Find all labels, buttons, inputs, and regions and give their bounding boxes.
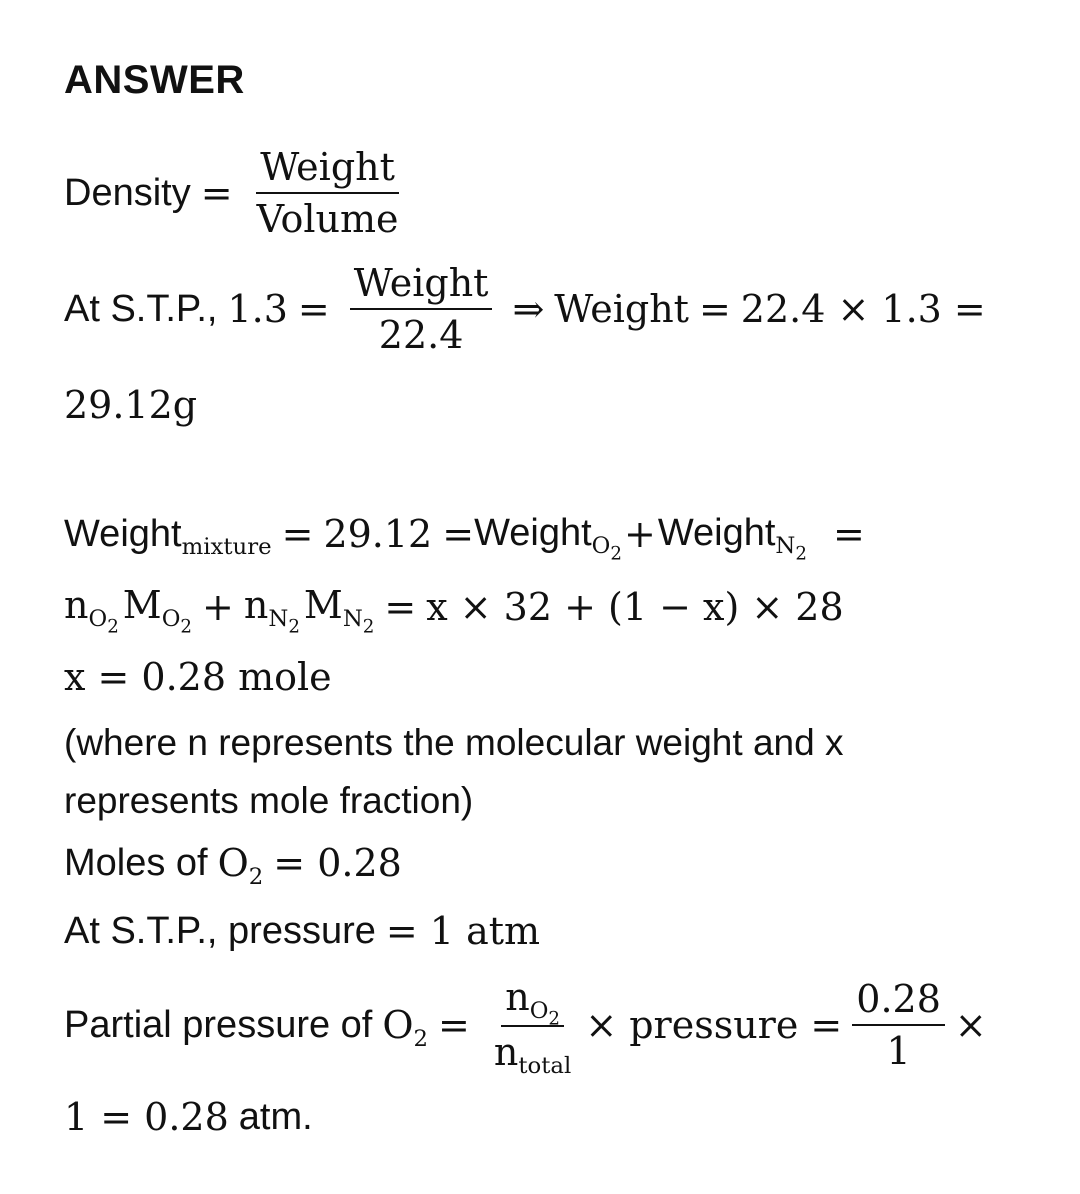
plus-sign: + bbox=[202, 584, 234, 629]
mole-fraction bbox=[490, 975, 575, 1080]
plus-sign: + bbox=[623, 512, 656, 557]
m-o2-term: $M_{O_2}$ bbox=[122, 583, 193, 638]
moles-o2-line bbox=[64, 841, 402, 890]
weight-mixture: Weight$_{mixture}$ bbox=[64, 513, 272, 561]
moles-label: Moles of bbox=[64, 842, 208, 884]
numeric-denominator: 1 bbox=[886, 1028, 911, 1073]
o2-species: $O_2$ bbox=[382, 1002, 429, 1052]
mole-fraction-denominator: $n_{total}$ bbox=[493, 1030, 572, 1080]
stp-rhs-word: Weight bbox=[554, 287, 689, 331]
implies-symbol: ⇒ bbox=[512, 287, 545, 331]
equals-sign: = bbox=[297, 287, 330, 331]
o2-species: $O_2$ bbox=[217, 841, 264, 890]
pressure-line bbox=[64, 909, 541, 953]
final-expression: 1 = 0.28 bbox=[64, 1095, 229, 1139]
answer-heading: ANSWER bbox=[64, 58, 245, 102]
partial-pressure-line bbox=[64, 975, 987, 1080]
numeric-fraction bbox=[852, 976, 945, 1073]
x-value-line: x = 0.28 mole bbox=[64, 655, 332, 699]
numeric-numerator: 0.28 bbox=[852, 980, 945, 1026]
stp-fraction bbox=[350, 261, 493, 357]
n-n2-term: $n_{N_2}$ bbox=[243, 583, 300, 638]
note-paragraph: (where n represents the molecular weight and x represents mole fraction) bbox=[64, 722, 844, 821]
stp-density-value: 1.3 bbox=[227, 287, 288, 331]
stp-denominator: 22.4 bbox=[378, 313, 464, 357]
mole-fraction-numerator: $n_{O_2}$ bbox=[501, 978, 564, 1027]
stp-result: 29.12g bbox=[64, 383, 198, 427]
final-unit: atm. bbox=[238, 1096, 313, 1138]
equals-sign: = bbox=[200, 171, 233, 215]
weight-n2: Weight$_{N_2}$ bbox=[657, 512, 807, 565]
equals-sign: = bbox=[438, 1002, 470, 1047]
density-numerator: Weight bbox=[256, 148, 399, 194]
pressure-value: = 1 atm bbox=[385, 909, 541, 953]
equals-sign: = bbox=[698, 287, 731, 331]
stp-label: At S.T.P., bbox=[64, 288, 218, 330]
equals-sign: = bbox=[281, 512, 314, 557]
mole-expression bbox=[64, 583, 844, 638]
stp-rhs-expression: 22.4 × 1.3 = bbox=[740, 287, 986, 331]
mixture-equation bbox=[64, 512, 865, 565]
final-result bbox=[64, 1095, 313, 1139]
equals-sign: = bbox=[832, 512, 865, 557]
n-o2-term: $n_{O_2}$ bbox=[64, 583, 119, 638]
mole-expression-tail: x × 32 + (1 − x) × 28 bbox=[426, 584, 844, 629]
stp-weight-line bbox=[64, 261, 986, 357]
pressure-multiplier: × pressure = bbox=[585, 1002, 843, 1047]
density-denominator: Volume bbox=[256, 197, 399, 241]
moles-value: = 0.28 bbox=[273, 841, 402, 885]
times-sign: × bbox=[954, 1002, 987, 1047]
density-label: Density bbox=[64, 172, 191, 214]
m-n2-term: $M_{N_2}$ bbox=[303, 583, 375, 638]
stp-numerator: Weight bbox=[350, 264, 493, 310]
equals-sign: = bbox=[442, 512, 475, 557]
partial-pressure-label: Partial pressure of bbox=[64, 1003, 373, 1046]
density-formula bbox=[64, 145, 413, 241]
equals-sign: = bbox=[384, 584, 417, 629]
weight-o2: Weight$_{O_2}$ bbox=[474, 512, 622, 565]
mixture-weight-value: 29.12 bbox=[323, 512, 433, 557]
pressure-label: At S.T.P., pressure bbox=[64, 910, 376, 952]
density-fraction bbox=[253, 145, 403, 241]
